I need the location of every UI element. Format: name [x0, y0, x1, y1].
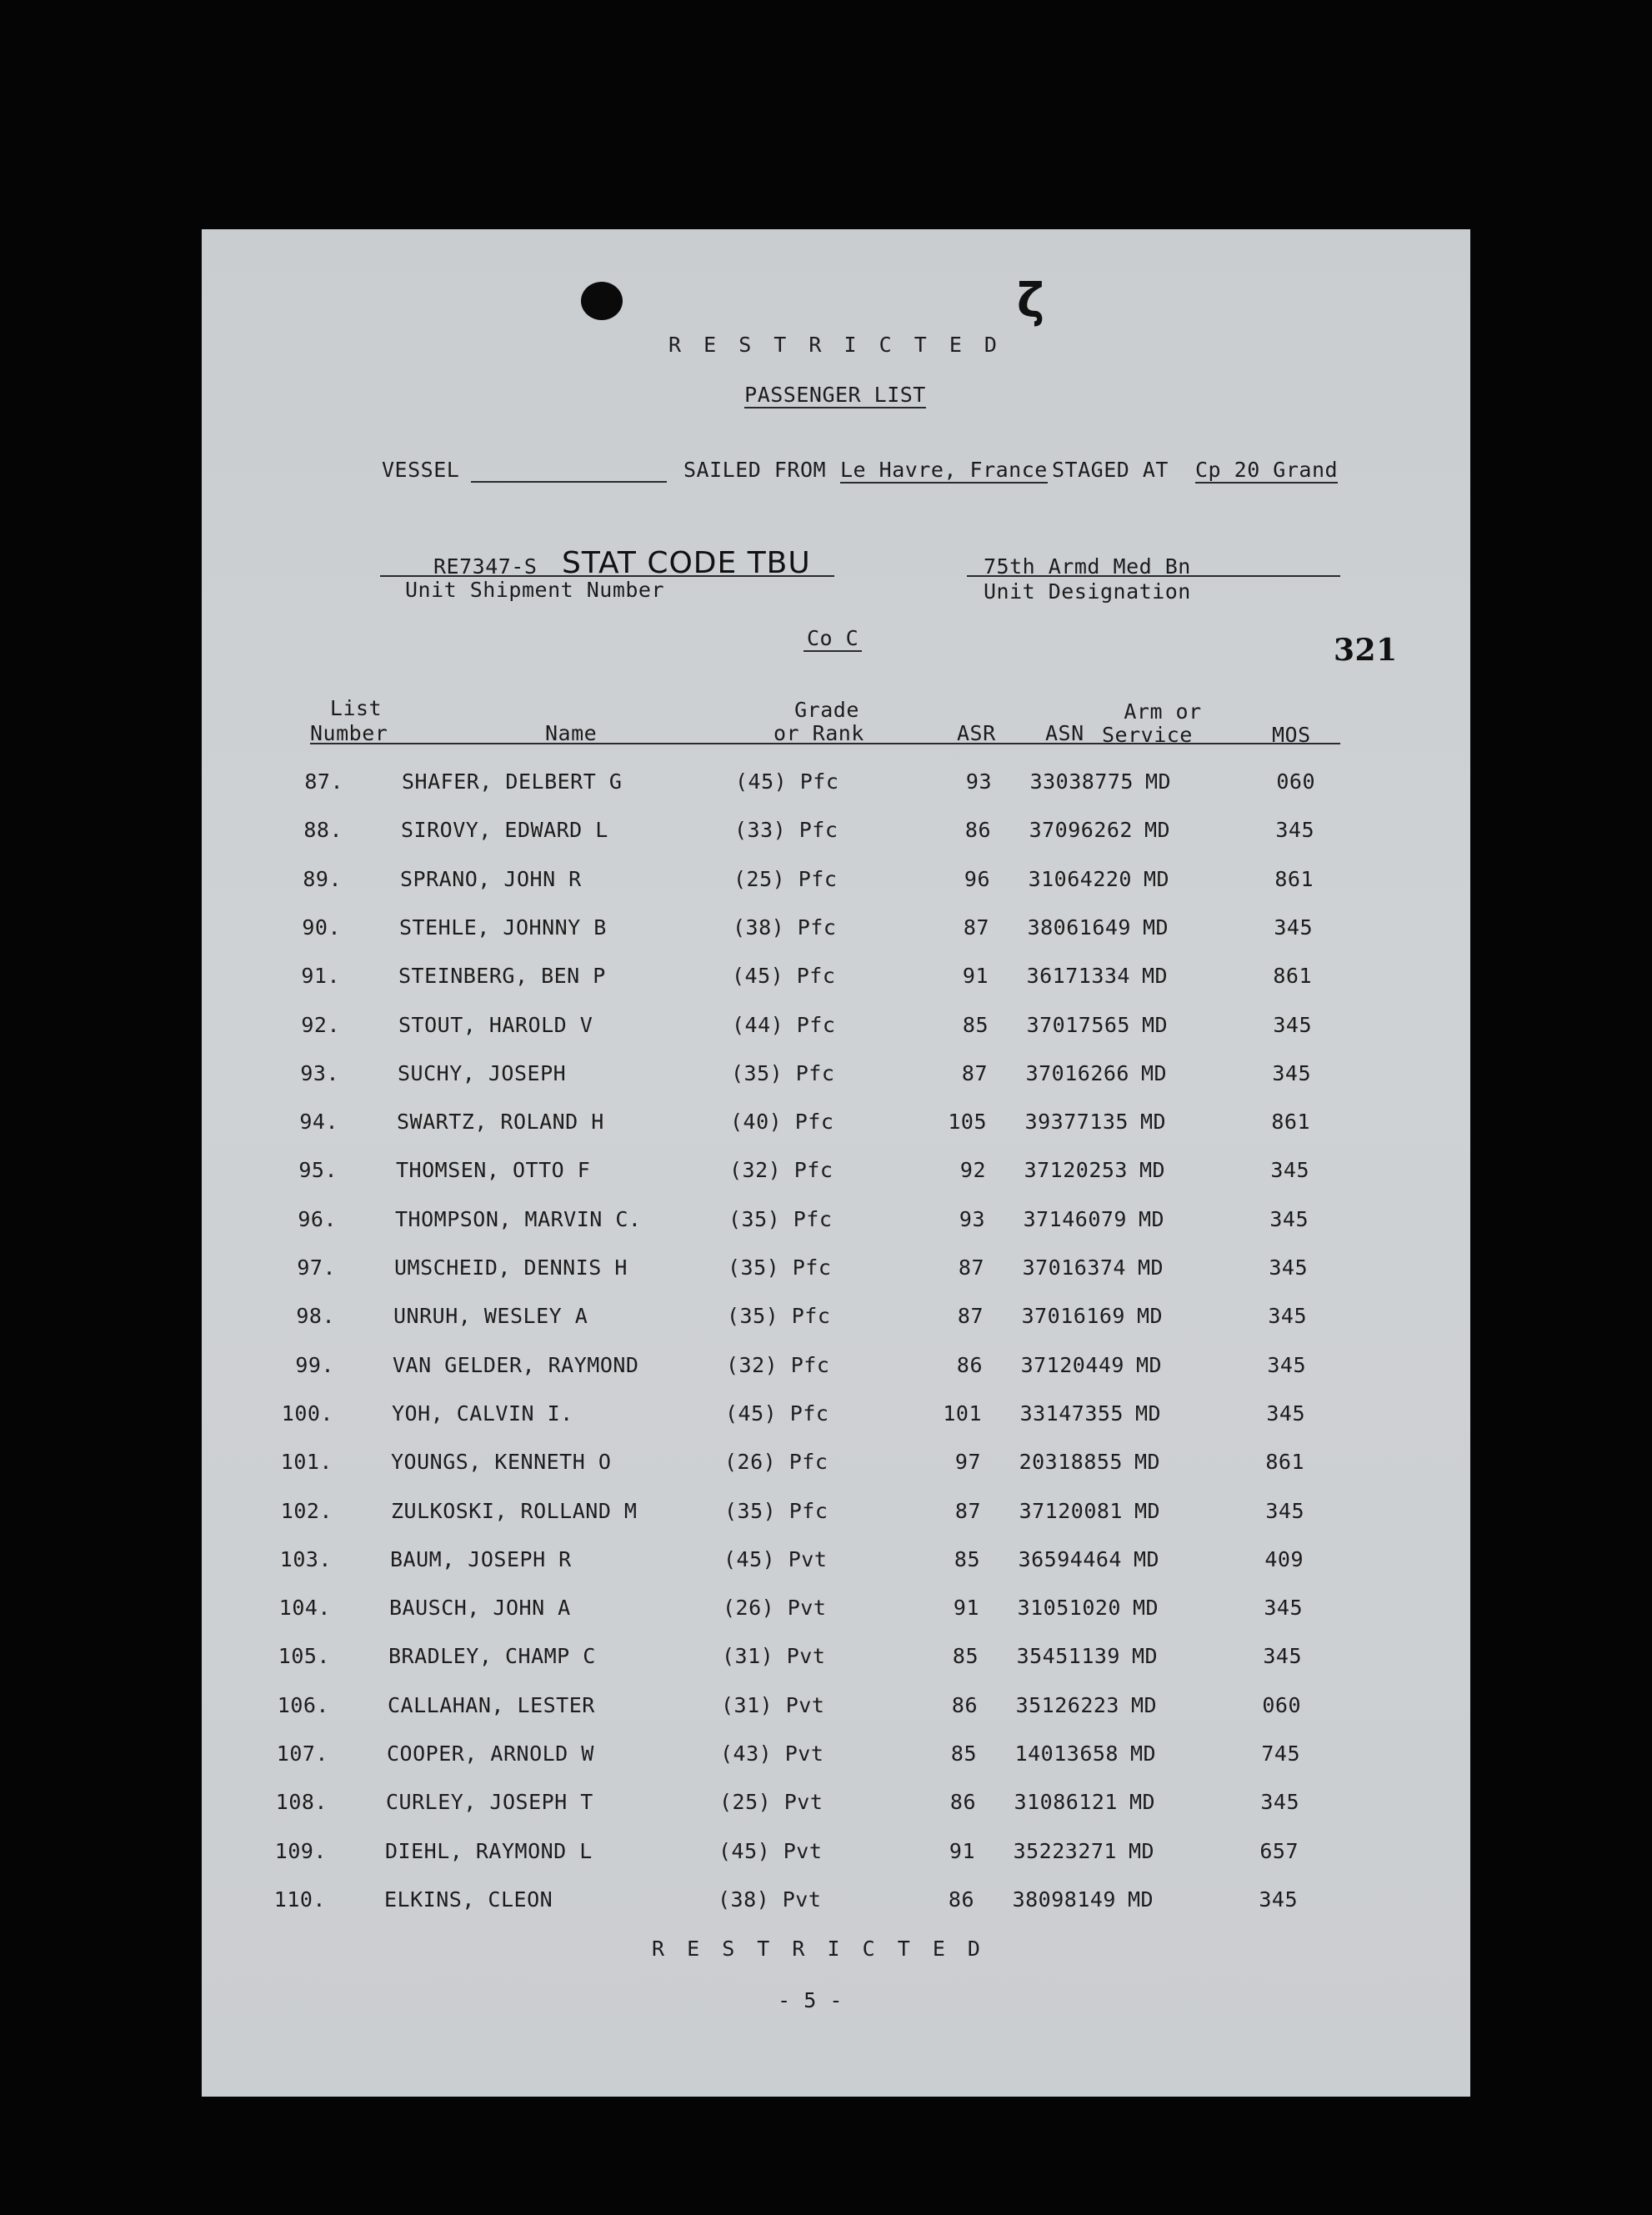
cell-mos: 345 [1269, 1207, 1309, 1231]
cell-mos: 409 [1264, 1547, 1304, 1571]
col-name: Name [545, 721, 598, 745]
cell-mos: 345 [1268, 1304, 1307, 1328]
cell-asn: 35223271 [1013, 1839, 1117, 1863]
cell-name: COOPER, ARNOLD W [387, 1741, 594, 1766]
cell-asn: 31051020 [1017, 1596, 1121, 1620]
cell-asn: 33147355 [1019, 1401, 1124, 1426]
table-row [202, 1741, 1455, 1790]
cell-asr: 85 [962, 1013, 989, 1037]
cell-num: 94. [299, 1110, 338, 1134]
cell-arm: MD [1132, 1644, 1159, 1668]
cell-mos: 345 [1263, 1644, 1302, 1668]
cell-arm: MD [1144, 867, 1170, 891]
cell-mos: 345 [1264, 1596, 1303, 1620]
cell-asr: 91 [949, 1839, 975, 1863]
cell-num: 95. [298, 1158, 338, 1182]
cell-grade: (45) Pvt [718, 1839, 823, 1863]
staged-at-label: STAGED AT [1052, 458, 1169, 482]
cell-arm: MD [1131, 1693, 1158, 1717]
staged-at-wrap [1195, 458, 1338, 482]
cell-grade: (45) Pfc [732, 964, 836, 988]
table-row [202, 1061, 1466, 1110]
handwritten-mark: ζ [1017, 274, 1045, 328]
cell-arm: MD [1136, 1353, 1163, 1377]
table-row [202, 769, 1470, 818]
unit-designation: 75th Armd Med Bn [984, 554, 1191, 579]
cell-grade: (25) Pvt [719, 1790, 823, 1814]
cell-asr: 86 [964, 818, 991, 842]
table-row [202, 1887, 1453, 1936]
cell-asr: 86 [948, 1887, 974, 1912]
cell-num: 107. [276, 1741, 328, 1766]
cell-name: CURLEY, JOSEPH T [386, 1790, 593, 1814]
cell-asr: 85 [950, 1741, 977, 1766]
cell-asn: 31086121 [1014, 1790, 1118, 1814]
cell-asn: 20318855 [1019, 1450, 1123, 1474]
cell-name: YOUNGS, KENNETH O [391, 1450, 612, 1474]
cell-name: THOMSEN, OTTO F [396, 1158, 591, 1182]
cell-asr: 93 [959, 1207, 985, 1231]
col-mos: MOS [1272, 723, 1311, 747]
cell-name: VAN GELDER, RAYMOND [393, 1353, 639, 1377]
cell-grade: (40) Pfc [730, 1110, 834, 1134]
cell-asn: 35451139 [1016, 1644, 1120, 1668]
cell-name: SIROVY, EDWARD L [401, 818, 608, 842]
cell-asr: 105 [948, 1110, 987, 1134]
cell-name: UMSCHEID, DENNIS H [394, 1255, 628, 1280]
cell-mos: 861 [1274, 867, 1314, 891]
punch-hole [581, 282, 623, 320]
cell-num: 108. [275, 1790, 328, 1814]
cell-asn: 37120253 [1024, 1158, 1128, 1182]
cell-num: 102. [280, 1499, 333, 1523]
cell-asr: 91 [962, 964, 989, 988]
cell-name: YOH, CALVIN I. [392, 1401, 573, 1426]
cell-grade: (35) Pfc [728, 1207, 833, 1231]
unit-shipment-line [380, 575, 834, 577]
document-page [202, 229, 1470, 2097]
cell-mos: 861 [1273, 964, 1312, 988]
cell-arm: MD [1138, 1255, 1164, 1280]
cell-asn: 37016169 [1021, 1304, 1125, 1328]
cell-grade: (35) Pfc [731, 1061, 835, 1085]
cell-grade: (45) Pvt [723, 1547, 828, 1571]
cell-num: 88. [303, 818, 343, 842]
cell-name: BAUSCH, JOHN A [389, 1596, 571, 1620]
classification-header: R E S T R I C T E D [668, 333, 1002, 357]
sailed-from-value: Le Havre, France [840, 458, 1048, 482]
cell-num: 97. [297, 1255, 336, 1280]
cell-name: ELKINS, CLEON [384, 1887, 553, 1912]
table-row [202, 1401, 1460, 1450]
cell-arm: MD [1134, 1450, 1161, 1474]
cell-name: SHAFER, DELBERT G [402, 769, 623, 794]
table-row [202, 1255, 1463, 1304]
col-list-number-1: List [329, 696, 383, 720]
col-grade-1: Grade [794, 698, 859, 722]
cell-num: 103. [279, 1547, 332, 1571]
sailed-from-label: SAILED FROM [683, 458, 827, 482]
cell-arm: MD [1142, 964, 1169, 988]
cell-grade: (31) Pvt [722, 1644, 826, 1668]
cell-mos: 060 [1276, 769, 1315, 794]
cell-mos: 745 [1261, 1741, 1300, 1766]
company: Co C [803, 626, 862, 652]
cell-asn: 36171334 [1026, 964, 1130, 988]
cell-name: SPRANO, JOHN R [400, 867, 582, 891]
cell-asn: 35126223 [1015, 1693, 1119, 1717]
cell-asr: 85 [952, 1644, 979, 1668]
cell-arm: MD [1141, 1061, 1168, 1085]
vessel-label: VESSEL [382, 458, 460, 482]
cell-arm: MD [1135, 1401, 1162, 1426]
cell-name: SUCHY, JOSEPH [398, 1061, 567, 1085]
cell-name: CALLAHAN, LESTER [388, 1693, 595, 1717]
cell-asr: 97 [954, 1450, 981, 1474]
column-header-rule [310, 743, 1340, 744]
cell-num: 105. [278, 1644, 330, 1668]
cell-name: STEHLE, JOHNNY B [399, 915, 607, 940]
cell-asr: 87 [961, 1061, 988, 1085]
unit-shipment-number: RE7347-S [433, 554, 538, 579]
cell-mos: 060 [1262, 1693, 1301, 1717]
cell-grade: (35) Pfc [727, 1304, 831, 1328]
table-row [202, 1547, 1459, 1596]
table-row [202, 1158, 1464, 1206]
table-row [202, 1693, 1456, 1741]
cell-mos: 345 [1265, 1499, 1304, 1523]
cell-asn: 38098149 [1012, 1887, 1116, 1912]
table-row [202, 1207, 1464, 1255]
cell-mos: 861 [1265, 1450, 1304, 1474]
cell-asr: 87 [954, 1499, 981, 1523]
cell-mos: 345 [1267, 1353, 1306, 1377]
cell-grade: (44) Pfc [732, 1013, 836, 1037]
cell-name: THOMPSON, MARVIN C. [395, 1207, 642, 1231]
cell-num: 93. [300, 1061, 339, 1085]
cell-grade: (38) Pvt [718, 1887, 822, 1912]
cell-arm: MD [1145, 769, 1172, 794]
cell-mos: 345 [1269, 1255, 1308, 1280]
cell-name: UNRUH, WESLEY A [393, 1304, 588, 1328]
cell-mos: 345 [1273, 1013, 1312, 1037]
table-row [202, 818, 1469, 866]
page-stamp: 321 [1334, 633, 1398, 668]
table-row [202, 915, 1468, 964]
cell-arm: MD [1137, 1304, 1164, 1328]
cell-name: BRADLEY, CHAMP C [388, 1644, 596, 1668]
cell-grade: (31) Pvt [721, 1693, 825, 1717]
cell-asr: 86 [956, 1353, 983, 1377]
staged-at-value: Cp 20 Grand [1195, 458, 1339, 482]
cell-asr: 87 [963, 915, 989, 940]
cell-arm: MD [1133, 1596, 1159, 1620]
table-row [202, 1499, 1459, 1547]
cell-asn: 37016266 [1025, 1061, 1129, 1085]
cell-arm: MD [1143, 915, 1169, 940]
cell-arm: MD [1129, 1790, 1156, 1814]
stat-code: STAT CODE TBU [562, 546, 811, 580]
col-grade-2: or Rank [773, 721, 864, 745]
col-list-number-2: Number [310, 721, 388, 745]
cell-asr: 93 [965, 769, 992, 794]
cell-num: 100. [281, 1401, 333, 1426]
cell-asn: 37017565 [1026, 1013, 1130, 1037]
cell-asn: 39377135 [1024, 1110, 1129, 1134]
table-row [202, 867, 1469, 915]
cell-mos: 345 [1259, 1887, 1298, 1912]
cell-arm: MD [1139, 1207, 1165, 1231]
cell-grade: (32) Pfc [729, 1158, 834, 1182]
cell-grade: (45) Pfc [735, 769, 839, 794]
cell-num: 109. [274, 1839, 327, 1863]
cell-num: 89. [303, 867, 342, 891]
cell-grade: (32) Pfc [726, 1353, 830, 1377]
cell-name: BAUM, JOSEPH R [390, 1547, 572, 1571]
cell-name: DIEHL, RAYMOND L [385, 1839, 593, 1863]
cell-asn: 33038775 [1029, 769, 1134, 794]
cell-arm: MD [1128, 1887, 1154, 1912]
unit-designation-label: Unit Designation [984, 579, 1191, 604]
table-row [202, 1353, 1461, 1401]
cell-arm: MD [1144, 818, 1171, 842]
cell-asn: 31064220 [1028, 867, 1132, 891]
table-row [202, 1110, 1465, 1158]
cell-mos: 345 [1260, 1790, 1299, 1814]
cell-grade: (26) Pfc [724, 1450, 829, 1474]
table-row [202, 1304, 1462, 1352]
cell-asn: 37096262 [1029, 818, 1133, 842]
classification-footer: R E S T R I C T E D [652, 1937, 985, 1961]
unit-designation-line [967, 575, 1340, 577]
cell-name: ZULKOSKI, ROLLAND M [391, 1499, 638, 1523]
col-arm-2: Service [1102, 723, 1193, 747]
col-asr: ASR [957, 721, 996, 745]
vessel-blank-line [471, 481, 667, 483]
unit-shipment-label: Unit Shipment Number [405, 578, 665, 602]
cell-mos: 657 [1259, 1839, 1299, 1863]
title-wrap [718, 383, 952, 407]
cell-asn: 37120449 [1020, 1353, 1124, 1377]
table-row [202, 1013, 1467, 1061]
cell-grade: (43) Pvt [720, 1741, 824, 1766]
table-row [202, 1596, 1458, 1644]
page-title: PASSENGER LIST [744, 383, 926, 407]
company-wrap [803, 626, 862, 650]
cell-mos: 345 [1272, 1061, 1311, 1085]
cell-asr: 86 [949, 1790, 976, 1814]
cell-mos: 345 [1275, 818, 1314, 842]
table-row [202, 1839, 1454, 1887]
table-row [202, 1790, 1454, 1838]
cell-grade: (33) Pfc [734, 818, 839, 842]
page-number: - 5 - [778, 1988, 843, 2012]
cell-asr: 96 [964, 867, 990, 891]
cell-num: 91. [301, 964, 340, 988]
table-row [202, 964, 1467, 1012]
cell-arm: MD [1142, 1013, 1169, 1037]
cell-grade: (35) Pfc [728, 1255, 832, 1280]
cell-asr: 101 [943, 1401, 982, 1426]
cell-asr: 87 [958, 1255, 984, 1280]
cell-grade: (26) Pvt [723, 1596, 827, 1620]
cell-name: STEINBERG, BEN P [398, 964, 606, 988]
cell-mos: 345 [1270, 1158, 1309, 1182]
cell-num: 92. [301, 1013, 340, 1037]
cell-asn: 14013658 [1014, 1741, 1119, 1766]
cell-name: STOUT, HAROLD V [398, 1013, 593, 1037]
cell-asr: 91 [953, 1596, 979, 1620]
cell-mos: 345 [1274, 915, 1313, 940]
cell-arm: MD [1140, 1110, 1167, 1134]
cell-num: 104. [278, 1596, 331, 1620]
cell-grade: (25) Pfc [733, 867, 838, 891]
cell-mos: 861 [1271, 1110, 1310, 1134]
cell-num: 90. [302, 915, 341, 940]
cell-grade: (38) Pfc [733, 915, 837, 940]
cell-grade: (45) Pfc [725, 1401, 829, 1426]
cell-num: 110. [273, 1887, 326, 1912]
table-row [202, 1644, 1457, 1692]
cell-num: 87. [304, 769, 343, 794]
cell-asn: 38061649 [1027, 915, 1131, 940]
col-arm-1: Arm or [1124, 699, 1202, 724]
cell-asn: 37120081 [1019, 1499, 1123, 1523]
cell-name: SWARTZ, ROLAND H [397, 1110, 604, 1134]
cell-arm: MD [1130, 1741, 1157, 1766]
cell-num: 98. [296, 1304, 335, 1328]
cell-asr: 85 [954, 1547, 980, 1571]
cell-asr: 92 [959, 1158, 986, 1182]
cell-arm: MD [1134, 1547, 1160, 1571]
cell-arm: MD [1134, 1499, 1161, 1523]
cell-asr: 86 [951, 1693, 978, 1717]
cell-asn: 37146079 [1023, 1207, 1127, 1231]
cell-num: 106. [277, 1693, 329, 1717]
cell-num: 99. [295, 1353, 334, 1377]
sailed-from-wrap [840, 458, 1048, 482]
cell-asn: 37016374 [1022, 1255, 1126, 1280]
cell-arm: MD [1129, 1839, 1155, 1863]
table-row [202, 1450, 1459, 1498]
cell-asr: 87 [957, 1304, 984, 1328]
cell-num: 96. [298, 1207, 337, 1231]
cell-num: 101. [280, 1450, 333, 1474]
col-asn: ASN [1045, 721, 1084, 745]
cell-mos: 345 [1266, 1401, 1305, 1426]
cell-grade: (35) Pfc [724, 1499, 829, 1523]
cell-asn: 36594464 [1018, 1547, 1122, 1571]
cell-arm: MD [1139, 1158, 1166, 1182]
